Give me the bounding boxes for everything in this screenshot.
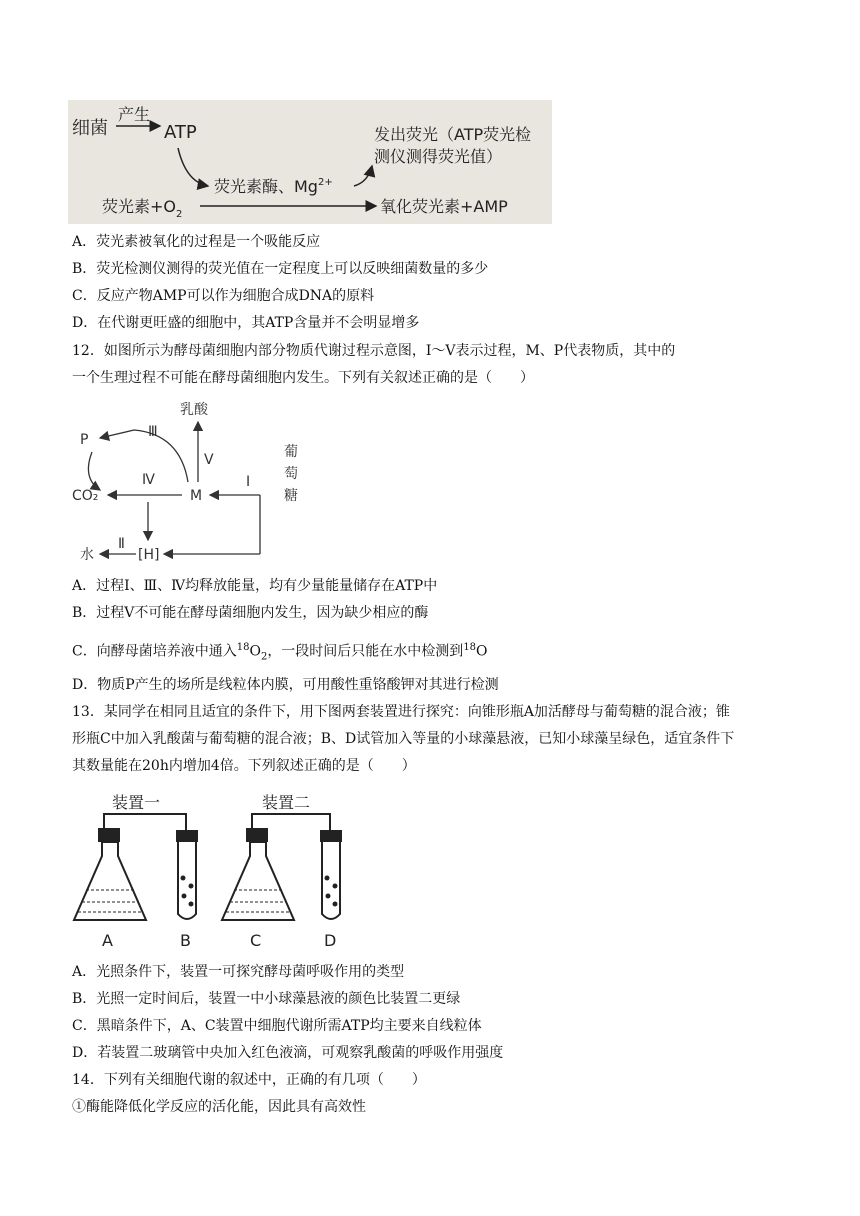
p-to-co2-curve [88, 452, 100, 490]
bacteria-label: 细菌 [72, 118, 108, 139]
tube-d-label: D [324, 931, 337, 950]
co2-label: CO₂ [72, 488, 99, 504]
device2-label: 装置二 [262, 793, 311, 812]
apparatus-diagram [66, 786, 366, 952]
q12-stem-line1: 12．如图所示为酵母菌细胞内部分物质代谢过程示意图，Ⅰ～Ⅴ表示过程，M、P代表物质，其中的 [72, 343, 676, 359]
glucose-char3: 糖 [284, 488, 298, 504]
atp-fluorescence-diagram [68, 100, 552, 224]
atp-label: ATP [164, 122, 197, 143]
q12-option-a: A．过程Ⅰ、Ⅲ、Ⅳ均释放能量，均有少量能量储存在ATP中 [72, 578, 438, 594]
enzyme-label: 荧光素酶、$Mg^{2+}$ [214, 177, 333, 196]
q14-item-1: ①酶能降低化学反应的活化能，因此具有高效性 [72, 1099, 366, 1115]
process-v-label: Ⅴ [204, 452, 214, 468]
q13-stem-line2: 形瓶C中加入乳酸菌与葡萄糖的混合液；B、D试管加入等量的小球藻悬液，已知小球藻呈绿色，适宜条件下 [72, 731, 735, 747]
h-label: [H] [138, 547, 160, 563]
flask-a-stopper [98, 828, 120, 842]
q13-stem-line3: 其数量能在20h内增加4倍。下列叙述正确的是（ ） [72, 758, 416, 774]
q13-option-b: B．光照一定时间后，装置一中小球藻悬液的颜色比装置二更绿 [72, 991, 461, 1007]
yeast-metabolism-diagram [70, 398, 320, 568]
tube-d [322, 842, 340, 919]
tube-d-stopper [320, 830, 342, 842]
q13-option-d: D．若装置二玻璃管中央加入红色液滴，可观察乳酸菌的呼吸作用强度 [72, 1045, 504, 1061]
process-iii-label: Ⅲ [148, 424, 158, 440]
tube-b-stopper [176, 830, 198, 842]
q12-stem-line2: 一个生理过程不可能在酵母菌细胞内发生。下列有关叙述正确的是（ ） [72, 370, 534, 386]
emit-line1: 发出荧光（ATP荧光检 [374, 125, 532, 144]
process-i-label: Ⅰ [246, 474, 251, 490]
glucose-char1: 葡 [284, 444, 298, 460]
device1-label: 装置一 [112, 793, 161, 812]
enzyme-to-light-arrow [354, 166, 372, 186]
q13-stem-line1: 13．某同学在相同且适宜的条件下，用下图两套装置进行探究：向锥形瓶A加活酵母与葡萄糖的混合液；锥 [72, 704, 730, 720]
q12-option-b: B．过程Ⅴ不可能在酵母菌细胞内发生，因为缺少相应的酶 [72, 605, 429, 621]
q13-option-c: C．黑暗条件下，A、C装置中细胞代谢所需ATP均主要来自线粒体 [72, 1018, 482, 1034]
tube-b-label: B [180, 931, 191, 950]
q11-option-c: C．反应产物AMP可以作为细胞合成DNA的原料 [72, 288, 375, 304]
device2-tube [252, 814, 330, 830]
m-label: M [190, 488, 203, 504]
luciferin-label: 荧光素$+O_2$ [102, 197, 183, 220]
flask-c-label: C [250, 931, 262, 950]
process-iv-label: Ⅳ [142, 472, 155, 488]
produce-label: 产生 [118, 105, 151, 124]
flask-c [222, 842, 294, 920]
q12-option-d: D．物质P产生的场所是线粒体内膜，可用酸性重铬酸钾对其进行检测 [72, 677, 499, 693]
process-ii-label: Ⅱ [118, 536, 125, 552]
atp-fluorescence-figure [68, 100, 552, 224]
apparatus-figure [66, 786, 366, 952]
tube-b [178, 842, 196, 919]
atp-to-enzyme-arrow [178, 148, 208, 186]
yeast-metabolism-figure [70, 398, 320, 568]
device1-tube [104, 814, 186, 830]
q14-stem: 14．下列有关细胞代谢的叙述中，正确的有几项（ ） [72, 1072, 426, 1088]
glucose-char2: 萄 [284, 466, 298, 482]
p-label: P [80, 432, 89, 448]
q13-option-a: A．光照条件下，装置一可探究酵母菌呼吸作用的类型 [72, 964, 405, 980]
water-label: 水 [80, 547, 94, 563]
lactic-acid-label: 乳酸 [180, 402, 208, 418]
product-label: 氧化荧光素+AMP [380, 197, 508, 216]
q11-option-d: D．在代谢更旺盛的细胞中，其ATP含量并不会明显增多 [72, 315, 420, 331]
flask-c-stopper [246, 828, 268, 842]
flask-a-label: A [102, 931, 113, 950]
emit-line2: 测仪测得荧光值） [374, 147, 503, 166]
q12-option-c: C．向酵母菌培养液中通入$^{18}O_2$，一段时间后只能在水中检测到$^{18}$O [72, 642, 488, 663]
q11-option-a: A．荧光素被氧化的过程是一个吸能反应 [72, 234, 321, 250]
flask-a [74, 842, 146, 920]
q11-option-b: B．荧光检测仪测得的荧光值在一定程度上可以反映细菌数量的多少 [72, 261, 489, 277]
